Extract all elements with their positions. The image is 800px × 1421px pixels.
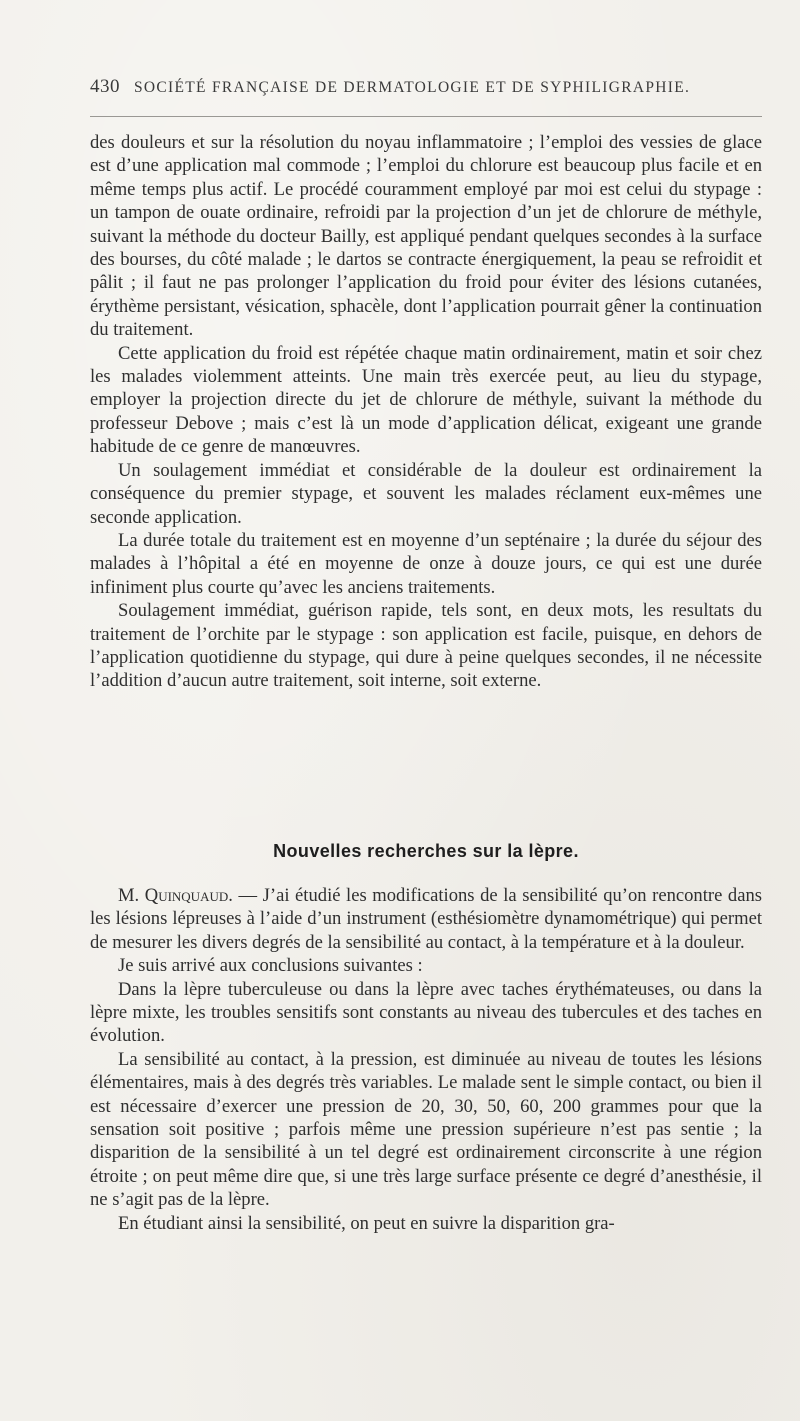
- paragraph: La sensibilité au contact, à la pression, est diminuée au niveau de toutes les lésions élémentaires, mais à des degrés très variables. Le malade sent le simple contact, ou bien il est nécessaire d’exercer une pression de 20, 30, 50, 60, 200 grammes pour que la sensation soit positive ; parfois même une pression supérieure n’est pas sentie ; la disparition de la sensibilité à un tel degré est ordinairement circonscrite à une région étroite ; on peut même dire que, si une très large surface présente ce degré d’anesthésie, il ne s’agit pas de la lèpre.: [90, 1048, 762, 1211]
- paragraph: Soulagement immédiat, guérison rapide, tels sont, en deux mots, les resultats du traitement de l’orchite par le stypage : son application est facile, puisque, en dehors de l’application quotidienne du stypage, qui dure à peine quelques secondes, il ne nécessite l’addition d’aucun autre traitement, soit interne, soit externe.: [90, 600, 762, 692]
- section-heading: Nouvelles recherches sur la lèpre.: [273, 841, 579, 861]
- page-number: 430: [90, 76, 120, 97]
- running-header: [90, 76, 762, 102]
- running-title: SOCIÉTÉ FRANÇAISE DE DERMATOLOGIE ET DE SYPHILIGRAPHIE.: [134, 79, 691, 96]
- paragraph: Dans la lèpre tuberculeuse ou dans la lèpre avec taches érythémateuses, ou dans la lèpre mixte, les troubles sensitifs sont constants au niveau des tubercules et des taches en évolution.: [90, 978, 762, 1047]
- speaker-prefix: M.: [118, 885, 145, 906]
- paragraph: Cette application du froid est répétée chaque matin ordinairement, matin et soir chez les malades violemment atteints. Une main très exercée peut, au lieu du stypage, employer la projection directe du jet de chlorure de méthyle, suivant la méthode du professeur Debove ; mais c’est là un mode d’application délicat, exigeant une grande habitude de ce genre de manœuvres.: [90, 342, 762, 458]
- speaker-separator: . —: [228, 885, 263, 906]
- paragraph: En étudiant ainsi la sensibilité, on peut en suivre la disparition gra-: [118, 1212, 615, 1234]
- text-block-orchite: [90, 131, 762, 693]
- paragraph: Un soulagement immédiat et considérable de la douleur est ordinairement la conséquence du premier stypage, et souvent les malades réclament eux-mêmes une seconde application.: [90, 459, 762, 528]
- header-rule: [90, 116, 762, 117]
- paragraph: des douleurs et sur la résolution du noyau inflammatoire ; l’emploi des vessies de glace est d’une application mal commode ; l’emploi du chlorure est beaucoup plus facile et en même temps plus actif. Le procédé couramment employé par moi est celui du stypage : un tampon de ouate ordinaire, refroidi par la projection d’un jet de chlorure de méthyle, suivant la méthode du docteur Bailly, est appliqué pendant quelques secondes à la surface des bourses, du côté malade ; le dartos se contracte énergiquement, la peau se refroidit et pâlit ; il faut ne pas prolonger l’application du froid pour éviter des lésions cutanées, érythème persistant, vésication, sphacèle, dont l’application pourrait gêner la continuation du traitement.: [90, 132, 762, 341]
- paragraph: Je suis arrivé aux conclusions suivantes :: [118, 955, 423, 977]
- speaker-name: Quinquaud: [144, 885, 229, 906]
- text-block-lepre: [90, 884, 762, 1235]
- paragraph: [90, 884, 762, 954]
- paragraph-text: J’ai étudié les modifications de la sensibilité qu’on rencontre dans les lésions lépreuses à l’aide d’un instrument (esthésiomètre dynamométrique) qui permet de mesurer les divers degrés de la sensibilité au contact, à la température et à la douleur.: [90, 885, 762, 953]
- paragraph: La durée totale du traitement est en moyenne d’un septénaire ; la durée du séjour des malades à l’hôpital a été en moyenne de onze à douze jours, ce qui est une durée infiniment plus courte qu’avec les anciens traitements.: [90, 529, 762, 598]
